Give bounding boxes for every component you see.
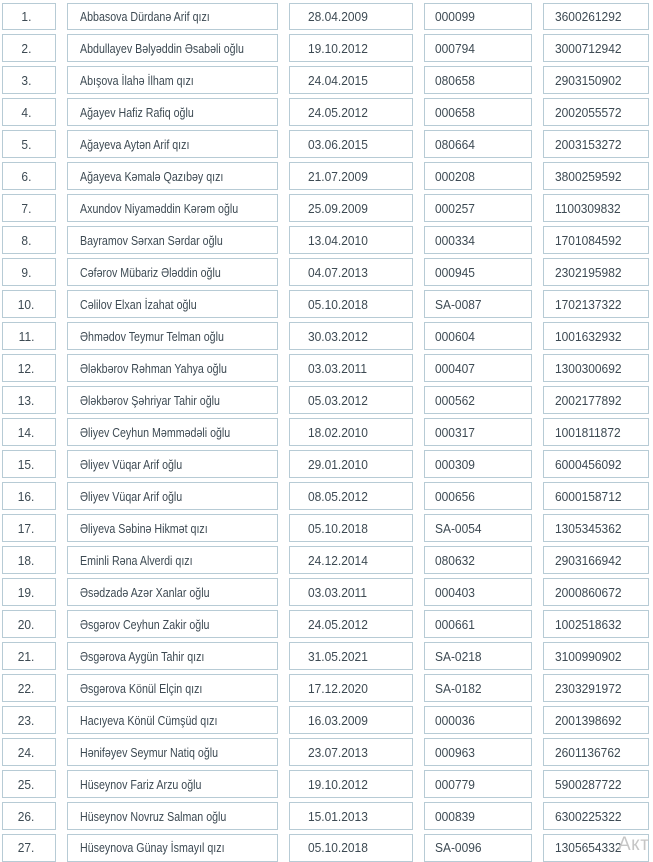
date-text: 24.05.2012: [308, 104, 368, 120]
id-number-cell: [543, 162, 649, 190]
row-number-text: 1.: [21, 8, 32, 24]
id-number-cell: [543, 610, 649, 638]
name-cell: [67, 322, 278, 350]
row-number-cell: [2, 322, 56, 350]
date-text: 30.03.2012: [308, 328, 368, 344]
date-cell: [289, 482, 413, 510]
date-cell: [289, 514, 413, 542]
id-number-text: 1002518632: [555, 616, 622, 632]
name-text: Hüseynov Fariz Arzu oğlu: [80, 776, 202, 792]
row-number-text: 19.: [18, 584, 35, 600]
date-text: 28.04.2009: [308, 8, 368, 24]
name-cell: [67, 130, 278, 158]
code-cell: [424, 194, 532, 222]
name-text: Hənifəyev Seymur Natiq oğlu: [80, 744, 219, 760]
id-number-text: 6000456092: [555, 456, 622, 472]
id-number-cell: [543, 386, 649, 414]
row-number-cell: [2, 706, 56, 734]
table-row: [2, 738, 653, 766]
name-text: Abışova İlahə İlham qızı: [80, 72, 194, 88]
id-number-cell: [543, 258, 649, 286]
date-cell: [289, 130, 413, 158]
date-cell: [289, 3, 413, 31]
date-text: 04.07.2013: [308, 264, 368, 280]
row-number-cell: [2, 546, 56, 574]
id-number-cell: [543, 226, 649, 254]
id-number-text: 1100309832: [555, 200, 621, 216]
name-cell: [67, 738, 278, 766]
id-number-text: 2302195982: [555, 264, 622, 280]
table-row: [2, 226, 653, 254]
code-cell: [424, 482, 532, 510]
date-text: 17.12.2020: [308, 680, 368, 696]
date-cell: [289, 706, 413, 734]
id-number-text: 3800259592: [555, 168, 622, 184]
row-number-cell: [2, 610, 56, 638]
code-text: SA-0054: [435, 520, 482, 536]
code-cell: [424, 418, 532, 446]
id-number-text: 2903166942: [555, 552, 622, 568]
date-text: 25.09.2009: [308, 200, 368, 216]
id-number-text: 2003153272: [555, 136, 622, 152]
id-number-text: 1702137322: [555, 296, 622, 312]
id-number-text: 1701084592: [555, 232, 622, 248]
watermark-text: Акт: [618, 834, 650, 855]
code-text: 000334: [435, 232, 475, 248]
date-text: 24.04.2015: [308, 72, 368, 88]
table-row: [2, 418, 653, 446]
date-text: 21.07.2009: [308, 168, 368, 184]
id-number-cell: [543, 578, 649, 606]
row-number-cell: [2, 418, 56, 446]
id-number-text: 1300300692: [555, 360, 622, 376]
code-text: 000794: [435, 40, 475, 56]
table-row: [2, 322, 653, 350]
code-text: 000945: [435, 264, 475, 280]
code-cell: [424, 34, 532, 62]
row-number-cell: [2, 450, 56, 478]
name-text: Ələkbərov Şəhriyar Tahir oğlu: [80, 392, 220, 408]
date-text: 24.12.2014: [308, 552, 368, 568]
date-cell: [289, 322, 413, 350]
code-text: 000658: [435, 104, 475, 120]
date-text: 05.10.2018: [308, 520, 368, 536]
name-cell: [67, 482, 278, 510]
name-cell: [67, 546, 278, 574]
row-number-cell: [2, 290, 56, 318]
code-text: 000208: [435, 168, 475, 184]
date-cell: [289, 802, 413, 830]
name-text: Ağayeva Aytən Arif qızı: [80, 136, 190, 152]
id-number-cell: [543, 674, 649, 702]
table-row: [2, 642, 653, 670]
code-text: SA-0087: [435, 296, 482, 312]
name-cell: [67, 258, 278, 286]
date-cell: [289, 98, 413, 126]
id-number-cell: [543, 770, 649, 798]
code-text: 000309: [435, 456, 475, 472]
name-text: Bayramov Sərxan Sərdar oğlu: [80, 232, 223, 248]
id-number-cell: [543, 354, 649, 382]
date-cell: [289, 66, 413, 94]
id-number-cell: [543, 482, 649, 510]
date-cell: [289, 546, 413, 574]
table-row: [2, 450, 653, 478]
date-text: 18.02.2010: [308, 424, 368, 440]
row-number-cell: [2, 34, 56, 62]
table-row: [2, 98, 653, 126]
code-text: 000562: [435, 392, 475, 408]
table-row: [2, 610, 653, 638]
date-text: 03.03.2011: [308, 360, 367, 376]
id-number-text: 2601136762: [555, 744, 621, 760]
table-row: [2, 482, 653, 510]
id-number-text: 1001811872: [555, 424, 621, 440]
code-cell: [424, 802, 532, 830]
row-number-cell: [2, 130, 56, 158]
id-number-text: 2002055572: [555, 104, 622, 120]
id-number-cell: [543, 642, 649, 670]
row-number-text: 6.: [21, 168, 32, 184]
name-text: Əliyev Vüqar Arif oğlu: [80, 488, 183, 504]
row-number-text: 8.: [21, 232, 32, 248]
date-text: 19.10.2012: [308, 776, 368, 792]
id-number-cell: [543, 290, 649, 318]
name-cell: [67, 226, 278, 254]
name-cell: [67, 578, 278, 606]
id-number-cell: [543, 802, 649, 830]
code-cell: [424, 354, 532, 382]
code-cell: [424, 738, 532, 766]
row-number-cell: [2, 386, 56, 414]
table-row: [2, 834, 653, 862]
name-cell: [67, 514, 278, 542]
code-cell: [424, 546, 532, 574]
name-text: Hacıyeva Könül Cümşüd qızı: [80, 712, 218, 728]
date-text: 05.03.2012: [308, 392, 368, 408]
code-text: 000604: [435, 328, 475, 344]
code-text: SA-0096: [435, 840, 482, 856]
date-cell: [289, 578, 413, 606]
name-cell: [67, 610, 278, 638]
name-text: Əhmədov Teymur Telman oğlu: [80, 328, 224, 344]
table-row: [2, 162, 653, 190]
name-text: Əsədzadə Azər Xanlar oğlu: [80, 584, 210, 600]
code-text: SA-0218: [435, 648, 482, 664]
row-number-cell: [2, 482, 56, 510]
code-cell: [424, 386, 532, 414]
row-number-text: 22.: [18, 680, 35, 696]
code-text: 000099: [435, 8, 475, 24]
date-cell: [289, 834, 413, 862]
id-number-text: 3100990902: [555, 648, 622, 664]
date-cell: [289, 642, 413, 670]
table-row: [2, 354, 653, 382]
id-number-text: 3000712942: [555, 40, 622, 56]
table-row: [2, 578, 653, 606]
row-number-text: 23.: [18, 712, 35, 728]
date-cell: [289, 738, 413, 766]
id-number-cell: [543, 322, 649, 350]
name-text: Ələkbərov Rəhman Yahya oğlu: [80, 360, 227, 376]
id-number-cell: [543, 450, 649, 478]
id-number-cell: [543, 34, 649, 62]
name-cell: [67, 450, 278, 478]
row-number-text: 10.: [18, 296, 35, 312]
row-number-cell: [2, 258, 56, 286]
code-text: SA-0182: [435, 680, 482, 696]
row-number-cell: [2, 738, 56, 766]
code-text: 080632: [435, 552, 475, 568]
name-text: Eminli Rəna Alverdi qızı: [80, 552, 193, 568]
id-number-cell: [543, 98, 649, 126]
name-cell: [67, 642, 278, 670]
row-number-text: 16.: [18, 488, 35, 504]
name-cell: [67, 706, 278, 734]
table-row: [2, 770, 653, 798]
code-cell: [424, 706, 532, 734]
table-row: [2, 130, 653, 158]
code-text: 000403: [435, 584, 475, 600]
table-row: [2, 386, 653, 414]
name-cell: [67, 386, 278, 414]
code-text: 000036: [435, 712, 475, 728]
code-cell: [424, 610, 532, 638]
code-cell: [424, 98, 532, 126]
row-number-cell: [2, 802, 56, 830]
name-cell: [67, 3, 278, 31]
name-cell: [67, 354, 278, 382]
code-text: 000407: [435, 360, 475, 376]
name-text: Əsgərov Ceyhun Zakir oğlu: [80, 616, 210, 632]
code-cell: [424, 642, 532, 670]
date-text: 03.06.2015: [308, 136, 368, 152]
row-number-text: 21.: [18, 648, 35, 664]
name-text: Əliyev Vüqar Arif oğlu: [80, 456, 183, 472]
row-number-cell: [2, 834, 56, 862]
table-row: [2, 3, 653, 31]
code-text: 000779: [435, 776, 475, 792]
table-row: [2, 802, 653, 830]
code-text: 000963: [435, 744, 475, 760]
name-cell: [67, 34, 278, 62]
code-cell: [424, 258, 532, 286]
row-number-cell: [2, 354, 56, 382]
name-text: Axundov Niyaməddin Kərəm oğlu: [80, 200, 239, 216]
date-cell: [289, 770, 413, 798]
name-cell: [67, 98, 278, 126]
id-number-text: 2001398692: [555, 712, 622, 728]
code-cell: [424, 674, 532, 702]
table-row: [2, 34, 653, 62]
name-text: Cəlilov Elxan İzahat oğlu: [80, 296, 197, 312]
code-cell: [424, 450, 532, 478]
date-text: 16.03.2009: [308, 712, 368, 728]
code-text: 000656: [435, 488, 475, 504]
code-cell: [424, 226, 532, 254]
date-text: 05.10.2018: [308, 840, 368, 856]
date-cell: [289, 290, 413, 318]
row-number-cell: [2, 98, 56, 126]
id-number-cell: [543, 514, 649, 542]
row-number-text: 20.: [18, 616, 35, 632]
name-cell: [67, 162, 278, 190]
row-number-text: 9.: [21, 264, 32, 280]
row-number-cell: [2, 770, 56, 798]
row-number-text: 5.: [21, 136, 32, 152]
code-text: 000317: [435, 424, 475, 440]
date-cell: [289, 194, 413, 222]
row-number-text: 27.: [18, 840, 35, 856]
code-cell: [424, 578, 532, 606]
row-number-cell: [2, 194, 56, 222]
code-text: 080658: [435, 72, 475, 88]
date-cell: [289, 386, 413, 414]
date-cell: [289, 674, 413, 702]
code-cell: [424, 770, 532, 798]
code-text: 000839: [435, 808, 475, 824]
row-number-cell: [2, 674, 56, 702]
table-row: [2, 674, 653, 702]
date-cell: [289, 162, 413, 190]
date-text: 24.05.2012: [308, 616, 368, 632]
row-number-text: 17.: [18, 520, 35, 536]
row-number-text: 4.: [21, 104, 32, 120]
id-number-text: 2303291972: [555, 680, 622, 696]
name-text: Ağayeva Kəmalə Qazıbəy qızı: [80, 168, 224, 184]
row-number-text: 3.: [21, 72, 32, 88]
name-text: Əsgərova Aygün Tahir qızı: [80, 648, 205, 664]
code-cell: [424, 66, 532, 94]
code-text: 000661: [435, 616, 475, 632]
name-cell: [67, 418, 278, 446]
date-cell: [289, 258, 413, 286]
id-number-text: 5900287722: [555, 776, 622, 792]
row-number-text: 12.: [18, 360, 35, 376]
code-cell: [424, 130, 532, 158]
name-text: Abdullayev Bəlyəddin Əsabəli oğlu: [80, 40, 244, 56]
row-number-cell: [2, 3, 56, 31]
id-number-cell: [543, 194, 649, 222]
code-text: 080664: [435, 136, 475, 152]
id-number-text: 6300225322: [555, 808, 622, 824]
date-text: 29.01.2010: [308, 456, 368, 472]
id-number-text: 3600261292: [555, 8, 622, 24]
id-number-cell: [543, 706, 649, 734]
name-text: Əsgərova Könül Elçin qızı: [80, 680, 203, 696]
name-cell: [67, 770, 278, 798]
code-cell: [424, 322, 532, 350]
row-number-text: 25.: [18, 776, 35, 792]
row-number-cell: [2, 226, 56, 254]
id-number-text: 6000158712: [555, 488, 622, 504]
row-number-text: 2.: [21, 40, 32, 56]
date-cell: [289, 354, 413, 382]
table-row: [2, 290, 653, 318]
code-cell: [424, 162, 532, 190]
name-text: Cəfərov Mübariz Ələddin oğlu: [80, 264, 221, 280]
row-number-cell: [2, 162, 56, 190]
row-number-text: 13.: [18, 392, 35, 408]
date-cell: [289, 450, 413, 478]
id-number-cell: [543, 738, 649, 766]
row-number-cell: [2, 642, 56, 670]
name-cell: [67, 66, 278, 94]
date-text: 31.05.2021: [308, 648, 368, 664]
date-text: 05.10.2018: [308, 296, 368, 312]
row-number-cell: [2, 66, 56, 94]
id-number-cell: [543, 3, 649, 31]
row-number-text: 26.: [18, 808, 35, 824]
id-number-text: 2903150902: [555, 72, 622, 88]
code-cell: [424, 514, 532, 542]
id-number-text: 1001632932: [555, 328, 622, 344]
code-text: 000257: [435, 200, 475, 216]
table-row: [2, 546, 653, 574]
date-cell: [289, 418, 413, 446]
row-number-text: 15.: [18, 456, 35, 472]
id-number-text: 2000860672: [555, 584, 622, 600]
id-number-text: 2002177892: [555, 392, 622, 408]
date-cell: [289, 610, 413, 638]
table-row: [2, 514, 653, 542]
date-cell: [289, 34, 413, 62]
date-text: 15.01.2013: [308, 808, 368, 824]
id-number-text: 1305654332: [555, 840, 622, 856]
code-cell: [424, 834, 532, 862]
id-number-cell: [543, 130, 649, 158]
name-cell: [67, 290, 278, 318]
row-number-text: 14.: [18, 424, 35, 440]
date-text: 08.05.2012: [308, 488, 368, 504]
name-text: Abbasova Dürdanə Arif qızı: [80, 8, 210, 24]
name-text: Hüseynova Günay İsmayıl qızı: [80, 840, 225, 856]
id-number-cell: [543, 546, 649, 574]
date-text: 19.10.2012: [308, 40, 368, 56]
name-text: Ağayev Hafiz Rafiq oğlu: [80, 104, 194, 120]
name-text: Hüseynov Novruz Salman oğlu: [80, 808, 227, 824]
table-row: [2, 706, 653, 734]
table-row: [2, 194, 653, 222]
name-cell: [67, 802, 278, 830]
id-number-text: 1305345362: [555, 520, 622, 536]
id-number-cell: [543, 418, 649, 446]
name-cell: [67, 194, 278, 222]
date-text: 13.04.2010: [308, 232, 368, 248]
table-row: [2, 258, 653, 286]
date-text: 03.03.2011: [308, 584, 367, 600]
code-cell: [424, 3, 532, 31]
name-cell: [67, 674, 278, 702]
row-number-text: 18.: [18, 552, 35, 568]
id-number-cell: [543, 66, 649, 94]
date-text: 23.07.2013: [308, 744, 368, 760]
date-cell: [289, 226, 413, 254]
table-row: [2, 66, 653, 94]
name-cell: [67, 834, 278, 862]
row-number-text: 24.: [18, 744, 35, 760]
row-number-cell: [2, 514, 56, 542]
name-text: Əliyev Ceyhun Məmmədəli oğlu: [80, 424, 231, 440]
row-number-cell: [2, 578, 56, 606]
row-number-text: 11.: [18, 328, 35, 344]
code-cell: [424, 290, 532, 318]
name-text: Əliyeva Səbinə Hikmət qızı: [80, 520, 208, 536]
row-number-text: 7.: [21, 200, 32, 216]
